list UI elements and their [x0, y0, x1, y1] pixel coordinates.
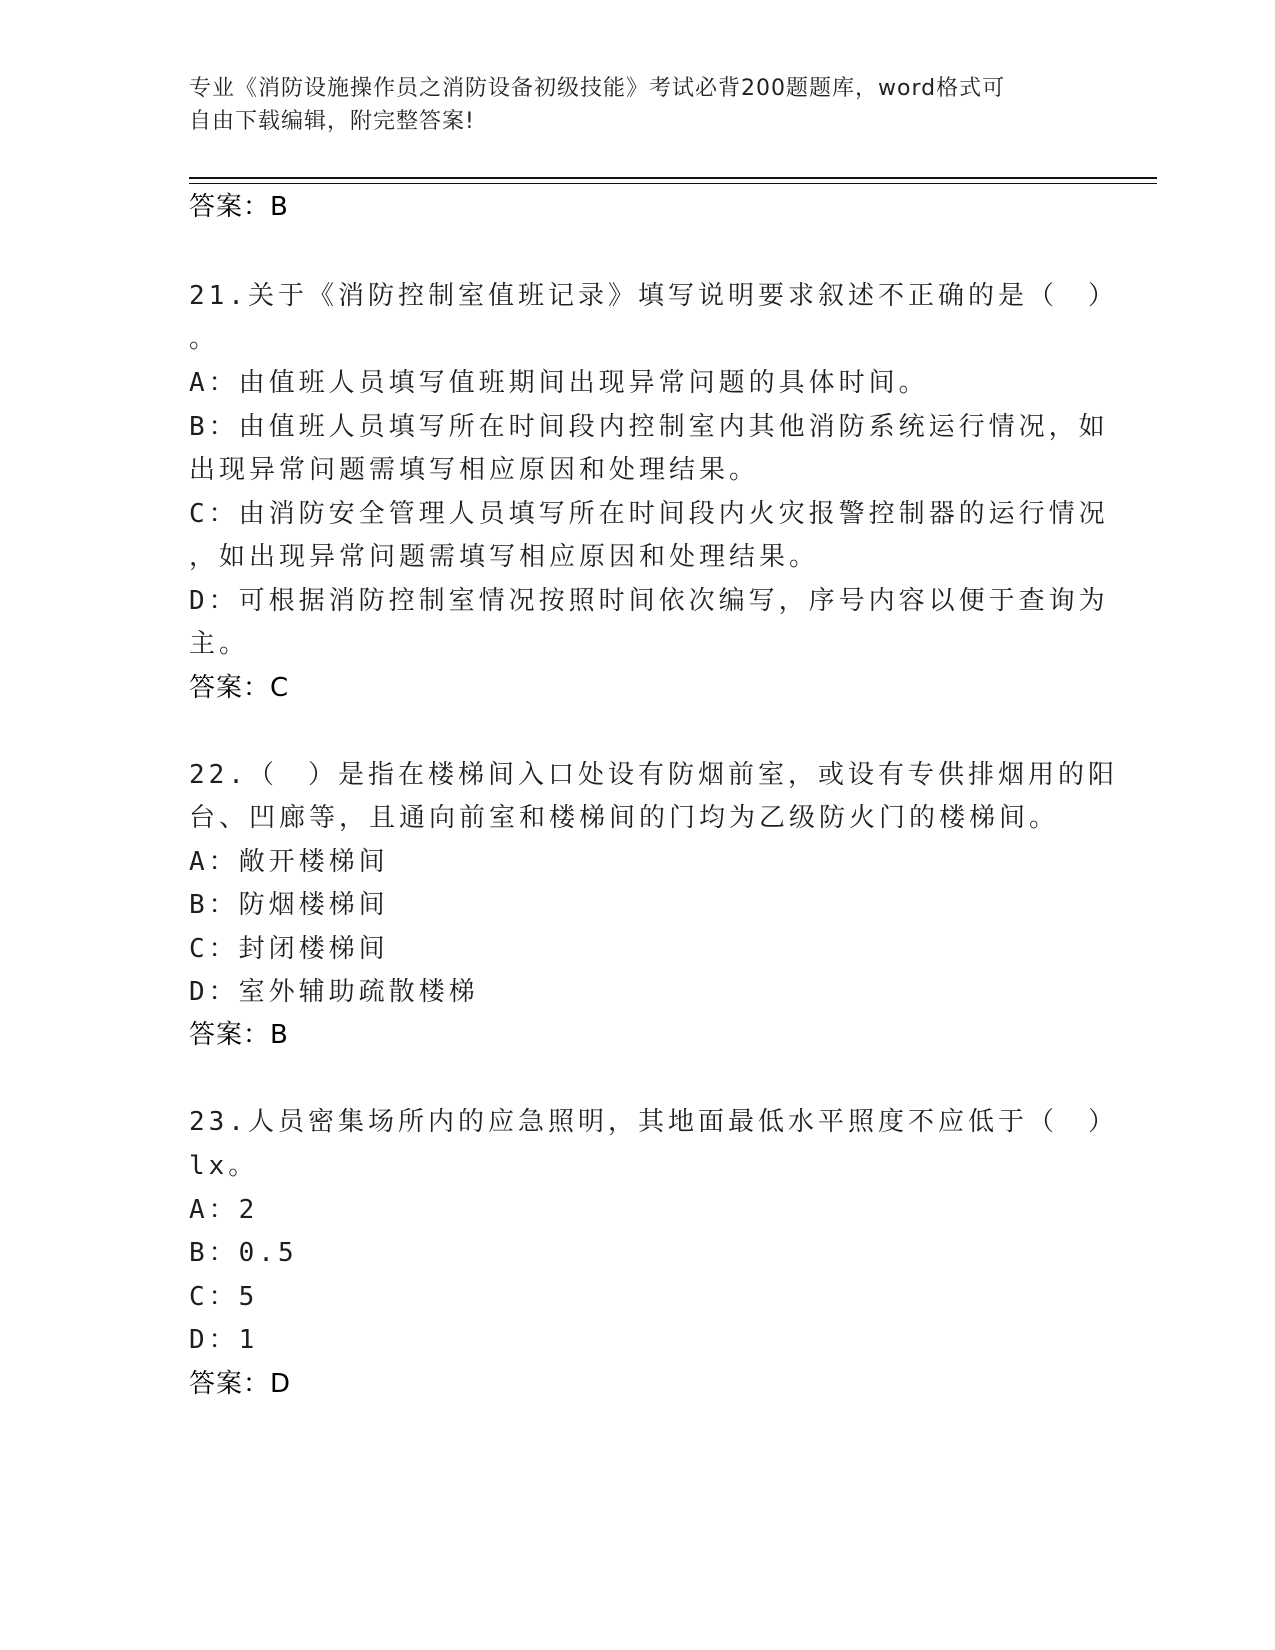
question-line: 台、凹廊等，且通向前室和楼梯间的门均为乙级防火门的楼梯间。: [189, 803, 1060, 833]
option-line: B：由值班人员填写所在时间段内控制室内其他消防系统运行情况，如: [189, 412, 1109, 442]
header-line-1: 专业《消防设施操作员之消防设备初级技能》考试必背200题题库，word格式可: [189, 76, 1006, 101]
question-line: 22.（ ）是指在楼梯间入口处设有防烟前室，或设有专供排烟用的阳: [189, 760, 1118, 790]
answer-line: 答案：D: [189, 1369, 292, 1399]
question-line: 23.人员密集场所内的应急照明，其地面最低水平照度不应低于（ ）: [189, 1107, 1118, 1137]
option-line: B：0.5: [189, 1238, 298, 1268]
option-line: A：2: [189, 1195, 259, 1225]
option-line: D：可根据消防控制室情况按照时间依次编写，序号内容以便于查询为: [189, 586, 1109, 616]
question-line: 21.关于《消防控制室值班记录》填写说明要求叙述不正确的是（ ）: [189, 281, 1118, 311]
question-line: lx。: [189, 1151, 259, 1181]
header-divider-thick: [189, 177, 1157, 179]
option-line: ，如出现异常问题需填写相应原因和处理结果。: [189, 542, 820, 572]
option-line: C：封闭楼梯间: [189, 934, 389, 964]
answer-line: 答案：B: [189, 192, 289, 222]
header-divider-thin: [189, 183, 1157, 184]
option-line: C：5: [189, 1282, 259, 1312]
option-line: C：由消防安全管理人员填写所在时间段内火灾报警控制器的运行情况: [189, 499, 1109, 529]
document-header: [189, 72, 1089, 138]
option-line: A：由值班人员填写值班期间出现异常问题的具体时间。: [189, 368, 929, 398]
option-line: D：1: [189, 1325, 259, 1355]
answer-line: 答案：C: [189, 673, 290, 703]
answer-line: 答案：B: [189, 1020, 289, 1050]
option-line: A：敞开楼梯间: [189, 847, 389, 877]
header-line-2: 自由下载编辑，附完整答案!: [189, 109, 475, 134]
option-line: 出现异常问题需填写相应原因和处理结果。: [189, 455, 760, 485]
option-line: D：室外辅助疏散楼梯: [189, 977, 479, 1007]
option-line: B：防烟楼梯间: [189, 890, 389, 920]
option-line: 主。: [189, 629, 250, 659]
question-line: 。: [189, 324, 220, 354]
